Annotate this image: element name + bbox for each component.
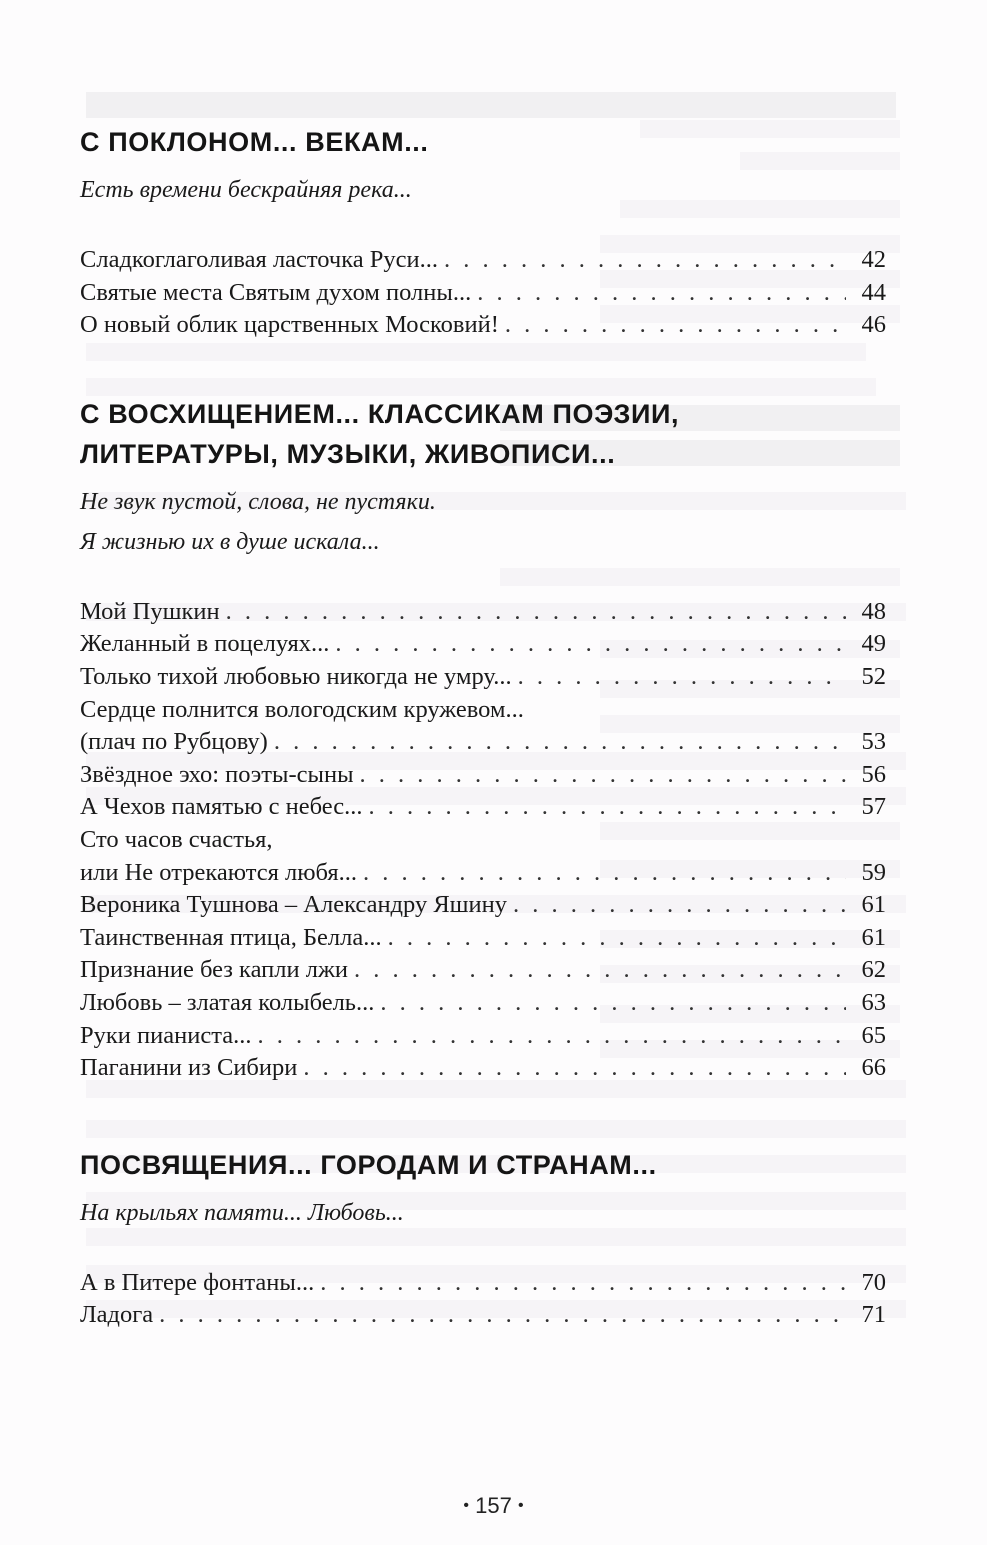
dot-leader [380, 987, 846, 1020]
dot-leader [363, 857, 846, 890]
toc-entry-title: Ладога [80, 1301, 154, 1329]
toc-entry-page: 63 [861, 988, 886, 1016]
dot-leader [513, 889, 846, 922]
toc-entry-title: Звёздное эхо: поэты-сыны [80, 760, 354, 788]
section-title: С ВОСХИЩЕНИЕМ... КЛАССИКАМ ПОЭЗИИ, [80, 398, 680, 429]
toc-entry[interactable] [80, 759, 886, 792]
dot-leader [335, 628, 846, 661]
toc-entry[interactable] [80, 277, 886, 310]
toc-entry[interactable] [80, 661, 886, 694]
section-title: ПОСВЯЩЕНИЯ... ГОРОДАМ И СТРАНАМ... [80, 1149, 657, 1180]
toc-section [80, 122, 886, 342]
dot-leader [518, 661, 846, 694]
toc-entry-title: Паганини из Сибири [80, 1054, 298, 1082]
dot-leader [360, 759, 846, 792]
section-title: С ПОКЛОНОМ... ВЕКАМ... [80, 127, 429, 157]
toc-entry-title: Таинственная птица, Белла... [80, 923, 382, 951]
toc-entry-title: Только тихой любовью никогда не умру... [80, 662, 512, 690]
toc-entry[interactable] [80, 726, 886, 759]
toc-entry-title: Руки пианиста... [80, 1021, 252, 1049]
toc-entry[interactable] [80, 857, 886, 890]
toc-entry-title: или Не отрекаются любя... [80, 858, 358, 886]
dot-leader [226, 596, 846, 629]
toc-entry-page: 42 [861, 246, 886, 273]
toc-entry[interactable] [80, 244, 886, 277]
dot-leader [368, 791, 846, 824]
toc-entry[interactable] [80, 889, 886, 922]
toc-entry-page: 61 [861, 891, 886, 919]
toc-entry-page: 57 [861, 793, 886, 821]
folio-ornament-right: • [517, 1497, 524, 1514]
toc-entry-title: Любовь – златая колыбель... [80, 988, 375, 1016]
toc-entry-page: 59 [861, 858, 886, 886]
toc-entry[interactable] [80, 309, 886, 342]
toc-entry-page: 56 [861, 760, 886, 788]
toc-entry-page: 62 [861, 956, 886, 984]
section-epigraph: Есть времени бескрайняя река... [80, 177, 412, 203]
toc-entry-title: Мой Пушкин [80, 597, 220, 625]
table-of-contents [80, 122, 886, 1332]
folio-ornament-left: • [463, 1497, 470, 1514]
page-number-footer [0, 1493, 987, 1519]
dot-leader [444, 244, 846, 277]
toc-entry[interactable] [80, 694, 886, 727]
toc-entry-page: 52 [861, 662, 886, 690]
toc-entry[interactable] [80, 596, 886, 629]
toc-entry[interactable] [80, 1020, 886, 1053]
toc-entry[interactable] [80, 987, 886, 1020]
dot-leader [320, 1267, 846, 1300]
dot-leader [303, 1052, 846, 1085]
toc-entry-page: 49 [861, 630, 886, 658]
dot-leader [274, 726, 846, 759]
toc-section [80, 394, 886, 1085]
toc-entry-title: Сердце полнится вологодским кружевом... [80, 695, 524, 723]
section-title-continued: ЛИТЕРАТУРЫ, МУЗЫКИ, ЖИВОПИСИ... [80, 438, 616, 469]
toc-entry[interactable] [80, 824, 886, 857]
section-epigraph-continued: Я жизнью их в душе искала... [80, 528, 380, 555]
toc-entry-page: 65 [861, 1021, 886, 1049]
toc-entry-title: (плач по Рубцову) [80, 728, 268, 756]
dot-leader [505, 309, 846, 342]
section-epigraph: Не звук пустой, слова, не пустяки. [80, 488, 436, 515]
toc-entry-list [80, 1267, 886, 1332]
toc-entry[interactable] [80, 791, 886, 824]
toc-entry[interactable] [80, 922, 886, 955]
toc-entry-page: 70 [861, 1268, 886, 1296]
toc-entry-title: Вероника Тушнова – Александру Яшину [80, 891, 508, 919]
dot-leader [477, 277, 846, 310]
toc-entry[interactable] [80, 1299, 886, 1332]
section-epigraph: На крыльях памяти... Любовь... [80, 1199, 404, 1226]
toc-entry[interactable] [80, 628, 886, 661]
toc-entry-page: 66 [861, 1054, 886, 1082]
toc-entry[interactable] [80, 954, 886, 987]
toc-entry-page: 44 [861, 278, 886, 306]
toc-entry-page: 61 [861, 923, 886, 951]
toc-entry-page: 46 [861, 311, 886, 339]
toc-entry[interactable] [80, 1052, 886, 1085]
toc-entry-title: А Чехов памятью с небес... [80, 793, 363, 821]
toc-entry-page: 48 [861, 597, 886, 625]
toc-entry-page: 71 [861, 1301, 886, 1329]
toc-entry-title: А в Питере фонтаны... [80, 1268, 315, 1296]
toc-entry-list [80, 244, 886, 342]
toc-entry-title: О новый облик царственных Московий! [80, 311, 499, 339]
dot-leader [159, 1299, 846, 1332]
toc-entry-title: Признание без капли лжи [80, 956, 348, 984]
toc-entry-page: 53 [861, 728, 886, 756]
toc-entry-title: Желанный в поцелуях... [80, 630, 330, 658]
toc-section [80, 1145, 886, 1332]
toc-entry-title: Святые места Святым духом полны... [80, 278, 472, 306]
page-number: 157 [475, 1493, 512, 1518]
toc-entry-list [80, 596, 886, 1085]
dot-leader [354, 954, 846, 987]
dot-leader [388, 922, 846, 955]
toc-entry-title: Сладкоглаголивая ласточка Руси... [80, 246, 439, 273]
toc-entry-title: Сто часов счастья, [80, 825, 273, 853]
dot-leader [257, 1020, 846, 1053]
toc-entry[interactable] [80, 1267, 886, 1300]
